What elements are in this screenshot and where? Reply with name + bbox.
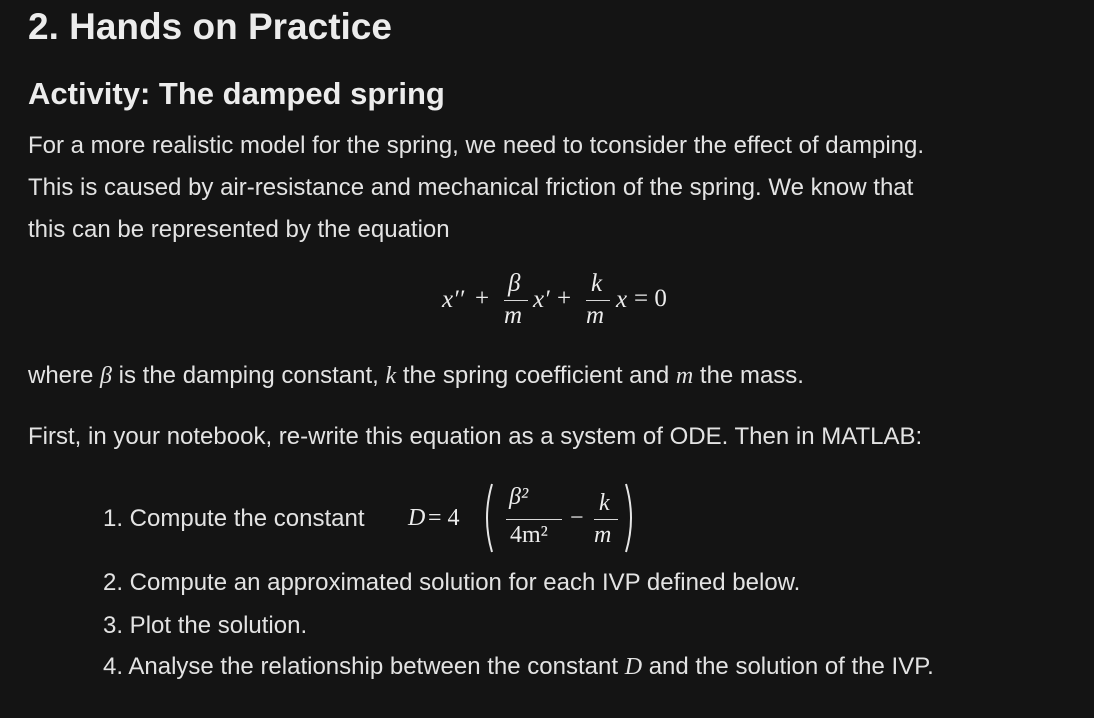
m-symbol: m [594, 522, 612, 548]
left-paren [480, 482, 494, 554]
step-1-text: 1. Compute the constant [103, 505, 365, 532]
instruction-text: First, in your notebook, re-write this equation as a system of ODE. Then in MATLAB: [28, 423, 923, 450]
eq-k: k [591, 270, 603, 297]
text: 4. Analyse the relationship between the constant [103, 653, 625, 680]
fraction-bar [504, 300, 528, 301]
constant-d-formula [406, 478, 656, 558]
fraction-bar [586, 300, 610, 301]
m-symbol: m [675, 363, 694, 389]
section-title: 2. Hands on Practice [28, 6, 392, 47]
beta-symbol: β [100, 363, 112, 389]
eq-beta: β [508, 270, 521, 297]
eq-x: x [616, 286, 628, 313]
fraction-bar [594, 519, 618, 520]
step-4 [103, 653, 934, 681]
eq-m: m [504, 302, 523, 329]
fraction-bar [506, 519, 562, 520]
text: the spring coefficient and [396, 362, 676, 389]
eq-equals-zero: = 0 [634, 285, 667, 312]
eq-x-double-prime: x′′ [442, 286, 465, 313]
eq-plus: + [557, 285, 572, 312]
eq-x-prime: x′ [533, 286, 550, 313]
four-m-squared: 4m² [510, 522, 548, 548]
damped-spring-equation [0, 268, 1094, 344]
intro-line: This is caused by air-resistance and mechanical friction of the spring. We know that [28, 174, 914, 201]
d-symbol: D [624, 654, 643, 680]
eq-m: m [586, 302, 605, 329]
activity-title: Activity: The damped spring [28, 76, 445, 111]
variable-definitions [28, 362, 804, 390]
step-1 [103, 505, 365, 533]
beta-squared: β² [509, 484, 529, 510]
k-symbol: k [385, 363, 397, 389]
minus-sign: − [570, 505, 584, 531]
text: and the solution of the IVP. [642, 653, 934, 680]
text: the mass. [693, 362, 804, 389]
intro-line: For a more realistic model for the spring, we need to tconsider the effect of damping. [28, 132, 925, 159]
step-2: 2. Compute an approximated solution for each IVP defined below. [103, 569, 801, 596]
eq-plus: + [475, 285, 490, 312]
text: where [28, 362, 101, 389]
k-symbol: k [599, 490, 610, 516]
right-paren [624, 482, 638, 554]
text: is the damping constant, [112, 362, 386, 389]
equals-four: = 4 [428, 505, 460, 531]
intro-paragraph [28, 125, 1088, 251]
d-symbol: D [408, 505, 426, 531]
intro-line: this can be represented by the equation [28, 216, 450, 243]
step-3: 3. Plot the solution. [103, 612, 308, 639]
